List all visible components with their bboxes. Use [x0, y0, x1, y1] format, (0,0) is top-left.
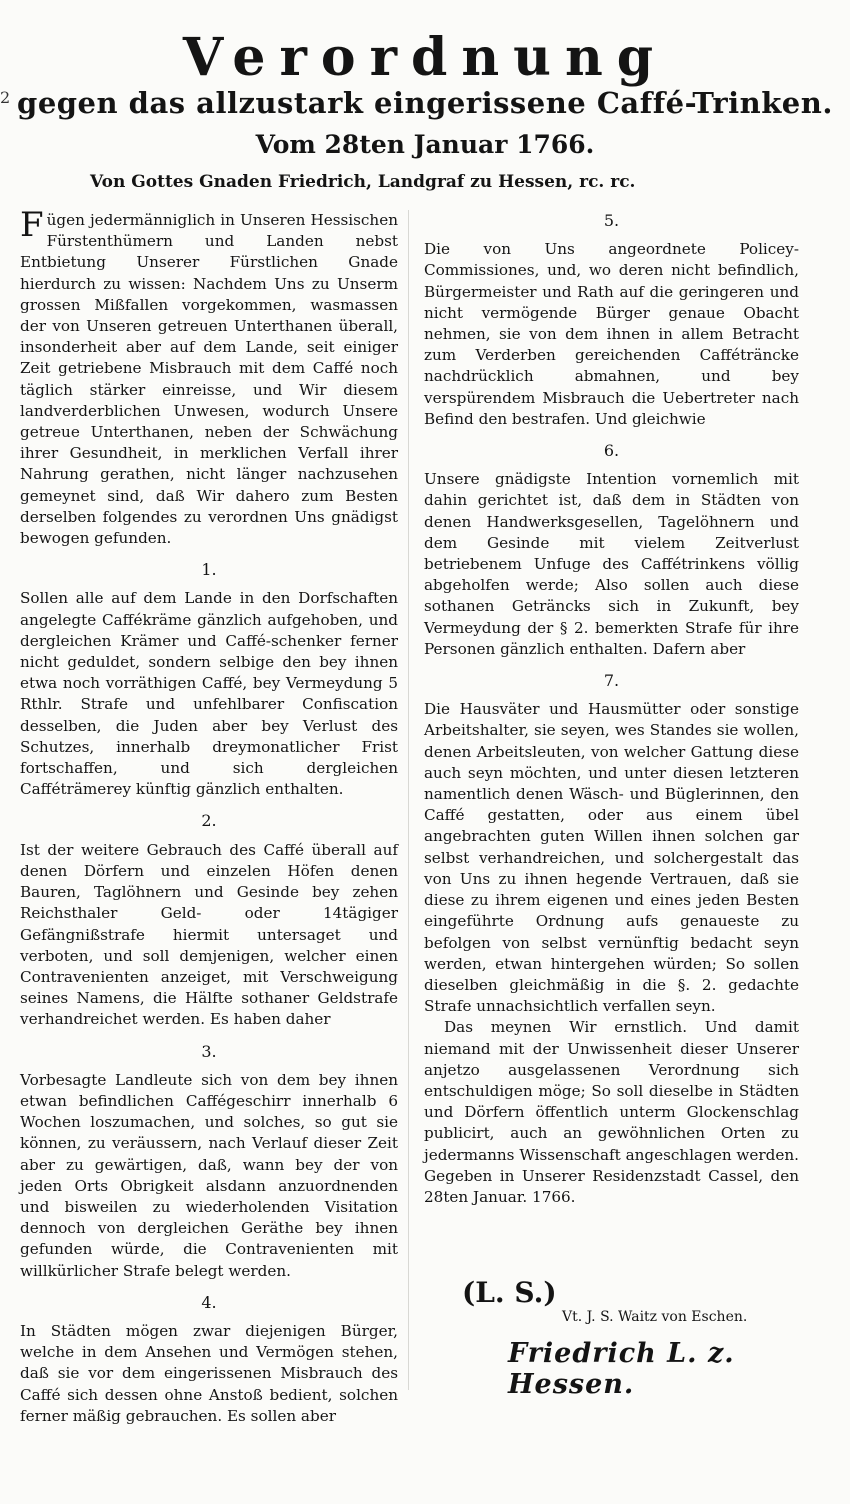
section-number-5: 5.: [603, 211, 620, 230]
page-number: 2: [0, 88, 11, 107]
section-1-text: Sollen alle auf dem Lande in den Dorfschaften angelegte Caffékräme gänzlich aufgehoben, und dergleichen Krämer und Caffé-schenker ferner nicht geduldet, sondern selbige den bey ihnen etwa noch vorräthigen Caffé, bey Vermeydung 5 Rthlr. Strafe und unfehlbarer Confiscation desselben, die Juden aber bey Verlust des Schutzes, innerhalb dreymonatlicher Frist fortschaffen, und sich dergleichen Cafféträmerey künftig gänzlich enthalten.: [20, 589, 398, 799]
section-7-text: Die Hausväter und Hausmütter oder sonstige Arbeitshalter, sie seyen, wes Standes sie wollen, denen Arbeitsleuten, von welcher Gattung diese auch seyn möchten, und unter diesen letzteren namentlich denen Wäsch- und Büglerinnen, den Caffé gestatten, oder aus einem übel angebrachten guten Willen ihnen solchen gar selbst verhandreichen, und solchergestalt das von Uns zu ihnen hegende Vertrauen, daß sie diese zu ihrem eigenen und eines jeden Besten eingeführte Ordnung aufs genaueste zu befolgen von selbst vernünftig bedacht seyn werden, etwan hintergehen würden; So sollen dieselben gleichmäßig in die §. 2. gedachte Strafe unnachsichtlich verfallen seyn.: [424, 700, 799, 1016]
section-4-text: In Städten mögen zwar diejenigen Bürger, welche in dem Ansehen und Vermögen stehen, daß sie vor dem eingerissenen Misbrauch des Caffé sich dessen ohne Anstoß bedient, solchen ferner mäßig gebrauchen. Es sollen aber: [20, 1321, 398, 1425]
column-divider: [408, 210, 409, 1390]
closing-paragraph: Das meynen Wir ernstlich. Und damit niemand mit der Unwissenheit dieser Unserer anjetzo ausgelassenen Verordnung sich entschuldigen möge; So soll dieselbe in Städten und Dörfern öffentlich unterm Glockenschlag publicirt, auch an gewöhnlichen Orten zu jedermanns Wissenschaft angeschlagen werden. Gegeben in Unserer Residenzstadt Cassel, den 28ten Januar. 1766.: [424, 1018, 799, 1206]
section-number-2: 2.: [201, 811, 217, 831]
section-number-4: 4.: [201, 1292, 217, 1312]
section-number-7: 7.: [603, 671, 620, 691]
section-number-6: 6.: [603, 441, 620, 461]
document-subtitle: gegen das allzustark eingerissene Caffé-Trinken.: [17, 86, 833, 120]
section-6-text: Unsere gnädigste Intention vornemlich mit dahin gerichtet ist, daß dem in Städten von denen Handwerksgesellen, Tagelöhnern und dem Gesinde mit vielem Zeitverlust betriebenem Unfuge des Caffétrinkens völlig abgeholfen werde; Also sollen auch diese sothanen Geträncks sich in Zukunft, bey Vermeydung der § 2. bemerkten Strafe für ihre Personen gänzlich enthalten. Dafern aber: [424, 470, 799, 658]
left-column: [20, 205, 398, 1427]
seal-mark: (L. S.): [462, 1276, 557, 1309]
section-number-3: 3.: [201, 1041, 217, 1061]
signature: Friedrich L. z. Hessen.: [508, 1338, 735, 1400]
right-column: [424, 210, 799, 1208]
grace-formula: Von Gottes Gnaden Friedrich, Landgraf zu Hessen, rc. rc.: [90, 172, 636, 192]
section-2-text: Ist der weitere Gebrauch des Caffé überall auf denen Dörfern und einzelen Höfen denen Bauren, Taglöhnern und Gesinde bey zehen Reichsthaler Geld- oder 14tägiger Gefängnißstrafe hiermit untersaget und verboten, und soll demjenigen, welcher einen Contravenienten anzeiget, mit Verschweigung seines Namens, die Hälfte sothaner Geldstrafe verhandreichet werden. Es haben daher: [20, 840, 398, 1029]
preamble-paragraph: Fügen jedermänniglich in Unseren Hessischen Fürstenthümern und Landen nebst Entbietung Unserer Fürstlichen Gnade hierdurch zu wissen: Nachdem Uns zu Unserm grossen Mißfallen vorgekommen, wasmassen der von Unseren getreuen Unterthanen überall, insonderheit aber auf dem Lande, seit einiger Zeit getriebene Misbrauch mit dem Caffé noch täglich stärker einreisse, und Wir diesem landverderblichen Unwesen, wodurch Unsere getreue Unterthanen, neben der Schwächung ihrer Gesundheit, in merklichen Verfall ihrer Nahrung gerathen, nicht länger nachzusehen gemeynet sind, daß Wir dahero zum Besten derselben folgendes zu verordnen Uns gnädigst bewogen gefunden.: [20, 205, 398, 548]
document-date: Vom 28ten Januar 1766.: [255, 130, 595, 159]
document-title: Verordnung: [182, 27, 668, 88]
countersignature: Vt. J. S. Waitz von Eschen.: [562, 1309, 748, 1325]
section-5-text: Die von Uns angeordnete Policey-Commissiones, und, wo deren nicht befindlich, Bürgermeister und Rath auf die geringeren und nicht vermögende Bürger genaue Obacht nehmen, sie von dem ihnen in allem Betracht zum Verderben gereichenden Cafféträncke nachdrücklich abmahnen, und bey verspürendem Misbrauch die Uebertreter nach Befind den bestrafen. Und gleichwie: [424, 240, 799, 428]
section-3-text: Vorbesagte Landleute sich von dem bey ihnen etwan befindlichen Caffégeschirr innerhalb 6 Wochen loszumachen, und solches, so gut sie können, zu veräussern, nach Verlauf dieser Zeit aber zu gewärtigen, daß, wann bey der von jeden Orts Obrigkeit alsdann anzuordnenden und bisweilen zu wiederholenden Visitation dennoch von dergleichen Geräthe bey ihnen gefunden würde, die Contravenienten mit willkürlicher Strafe belegt werden.: [20, 1070, 398, 1280]
section-number-1: 1.: [201, 560, 217, 580]
